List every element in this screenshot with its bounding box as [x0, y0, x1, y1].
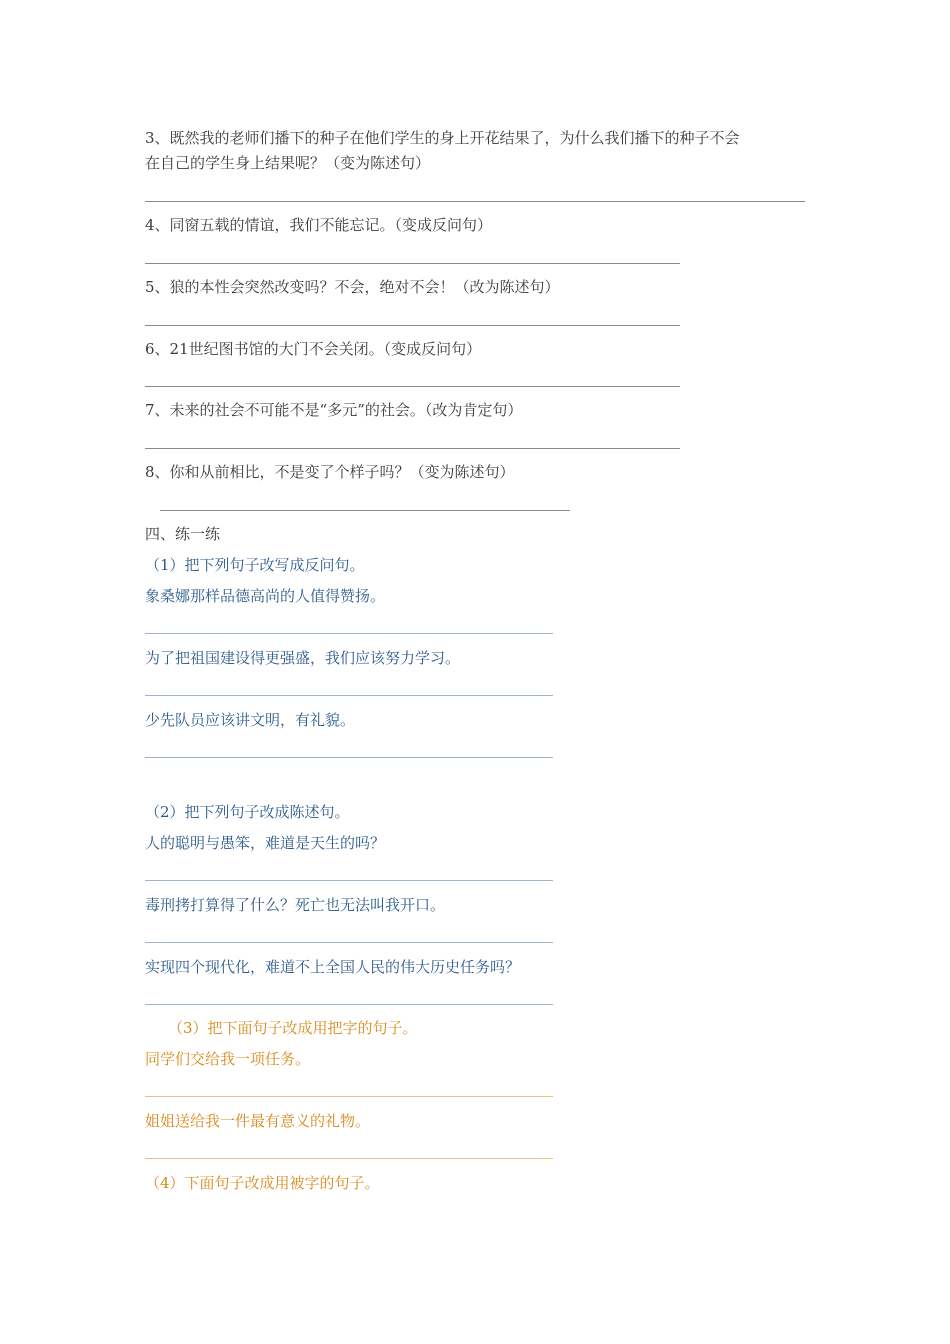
part2-answer-line-1[interactable]: [145, 880, 553, 881]
part1-item-2: 为了把祖国建设得更强盛，我们应该努力学习。: [145, 649, 461, 667]
q5-answer-line[interactable]: [145, 325, 680, 326]
q3-answer-line[interactable]: [145, 201, 805, 202]
q4-text: 4、同窗五载的情谊，我们不能忘记。（变成反问句）: [145, 216, 493, 234]
part1-title: （1）把下列句子改写成反问句。: [145, 556, 365, 574]
q4-answer-line[interactable]: [145, 263, 680, 264]
q3-text-line1: 3、既然我的老师们播下的种子在他们学生的身上开花结果了，为什么我们播下的种子不会: [145, 129, 740, 147]
q5-text: 5、狼的本性会突然改变吗？不会，绝对不会！（改为陈述句）: [145, 278, 560, 296]
part1-item-1: 象桑娜那样品德高尚的人值得赞扬。: [145, 587, 386, 605]
part2-item-2: 毒刑拷打算得了什么？死亡也无法叫我开口。: [145, 896, 446, 914]
q7-text: 7、未来的社会不可能不是“多元”的社会。（改为肯定句）: [145, 401, 523, 419]
part3-item-2: 姐姐送给我一件最有意义的礼物。: [145, 1112, 371, 1130]
q6-text: 6、21世纪图书馆的大门不会关闭。（变成反问句）: [145, 340, 482, 358]
part2-item-1: 人的聪明与愚笨，难道是天生的吗？: [145, 834, 386, 852]
part2-item-3: 实现四个现代化，难道不上全国人民的伟大历史任务吗？: [145, 958, 521, 976]
q3-text-line2: 在自己的学生身上结果呢？（变为陈述句）: [145, 154, 431, 172]
q6-answer-line[interactable]: [145, 386, 680, 387]
q7-answer-line[interactable]: [145, 448, 680, 449]
part1-answer-line-2[interactable]: [145, 695, 553, 696]
part2-title: （2）把下列句子改成陈述句。: [145, 803, 350, 821]
part2-answer-line-2[interactable]: [145, 942, 553, 943]
part1-answer-line-1[interactable]: [145, 633, 553, 634]
part3-answer-line-2[interactable]: [145, 1158, 553, 1159]
q8-answer-line[interactable]: [160, 510, 570, 511]
part1-item-3: 少先队员应该讲文明，有礼貌。: [145, 711, 356, 729]
part1-answer-line-3[interactable]: [145, 757, 553, 758]
part3-item-1: 同学们交给我一项任务。: [145, 1050, 311, 1068]
part2-answer-line-3[interactable]: [145, 1004, 553, 1005]
part4-title: （4）下面句子改成用被字的句子。: [145, 1174, 380, 1192]
q8-text: 8、你和从前相比，不是变了个样子吗？（变为陈述句）: [145, 463, 515, 481]
part3-answer-line-1[interactable]: [145, 1096, 553, 1097]
part3-title: （3）把下面句子改成用把字的句子。: [168, 1019, 418, 1037]
section-heading: 四、练一练: [145, 525, 221, 543]
